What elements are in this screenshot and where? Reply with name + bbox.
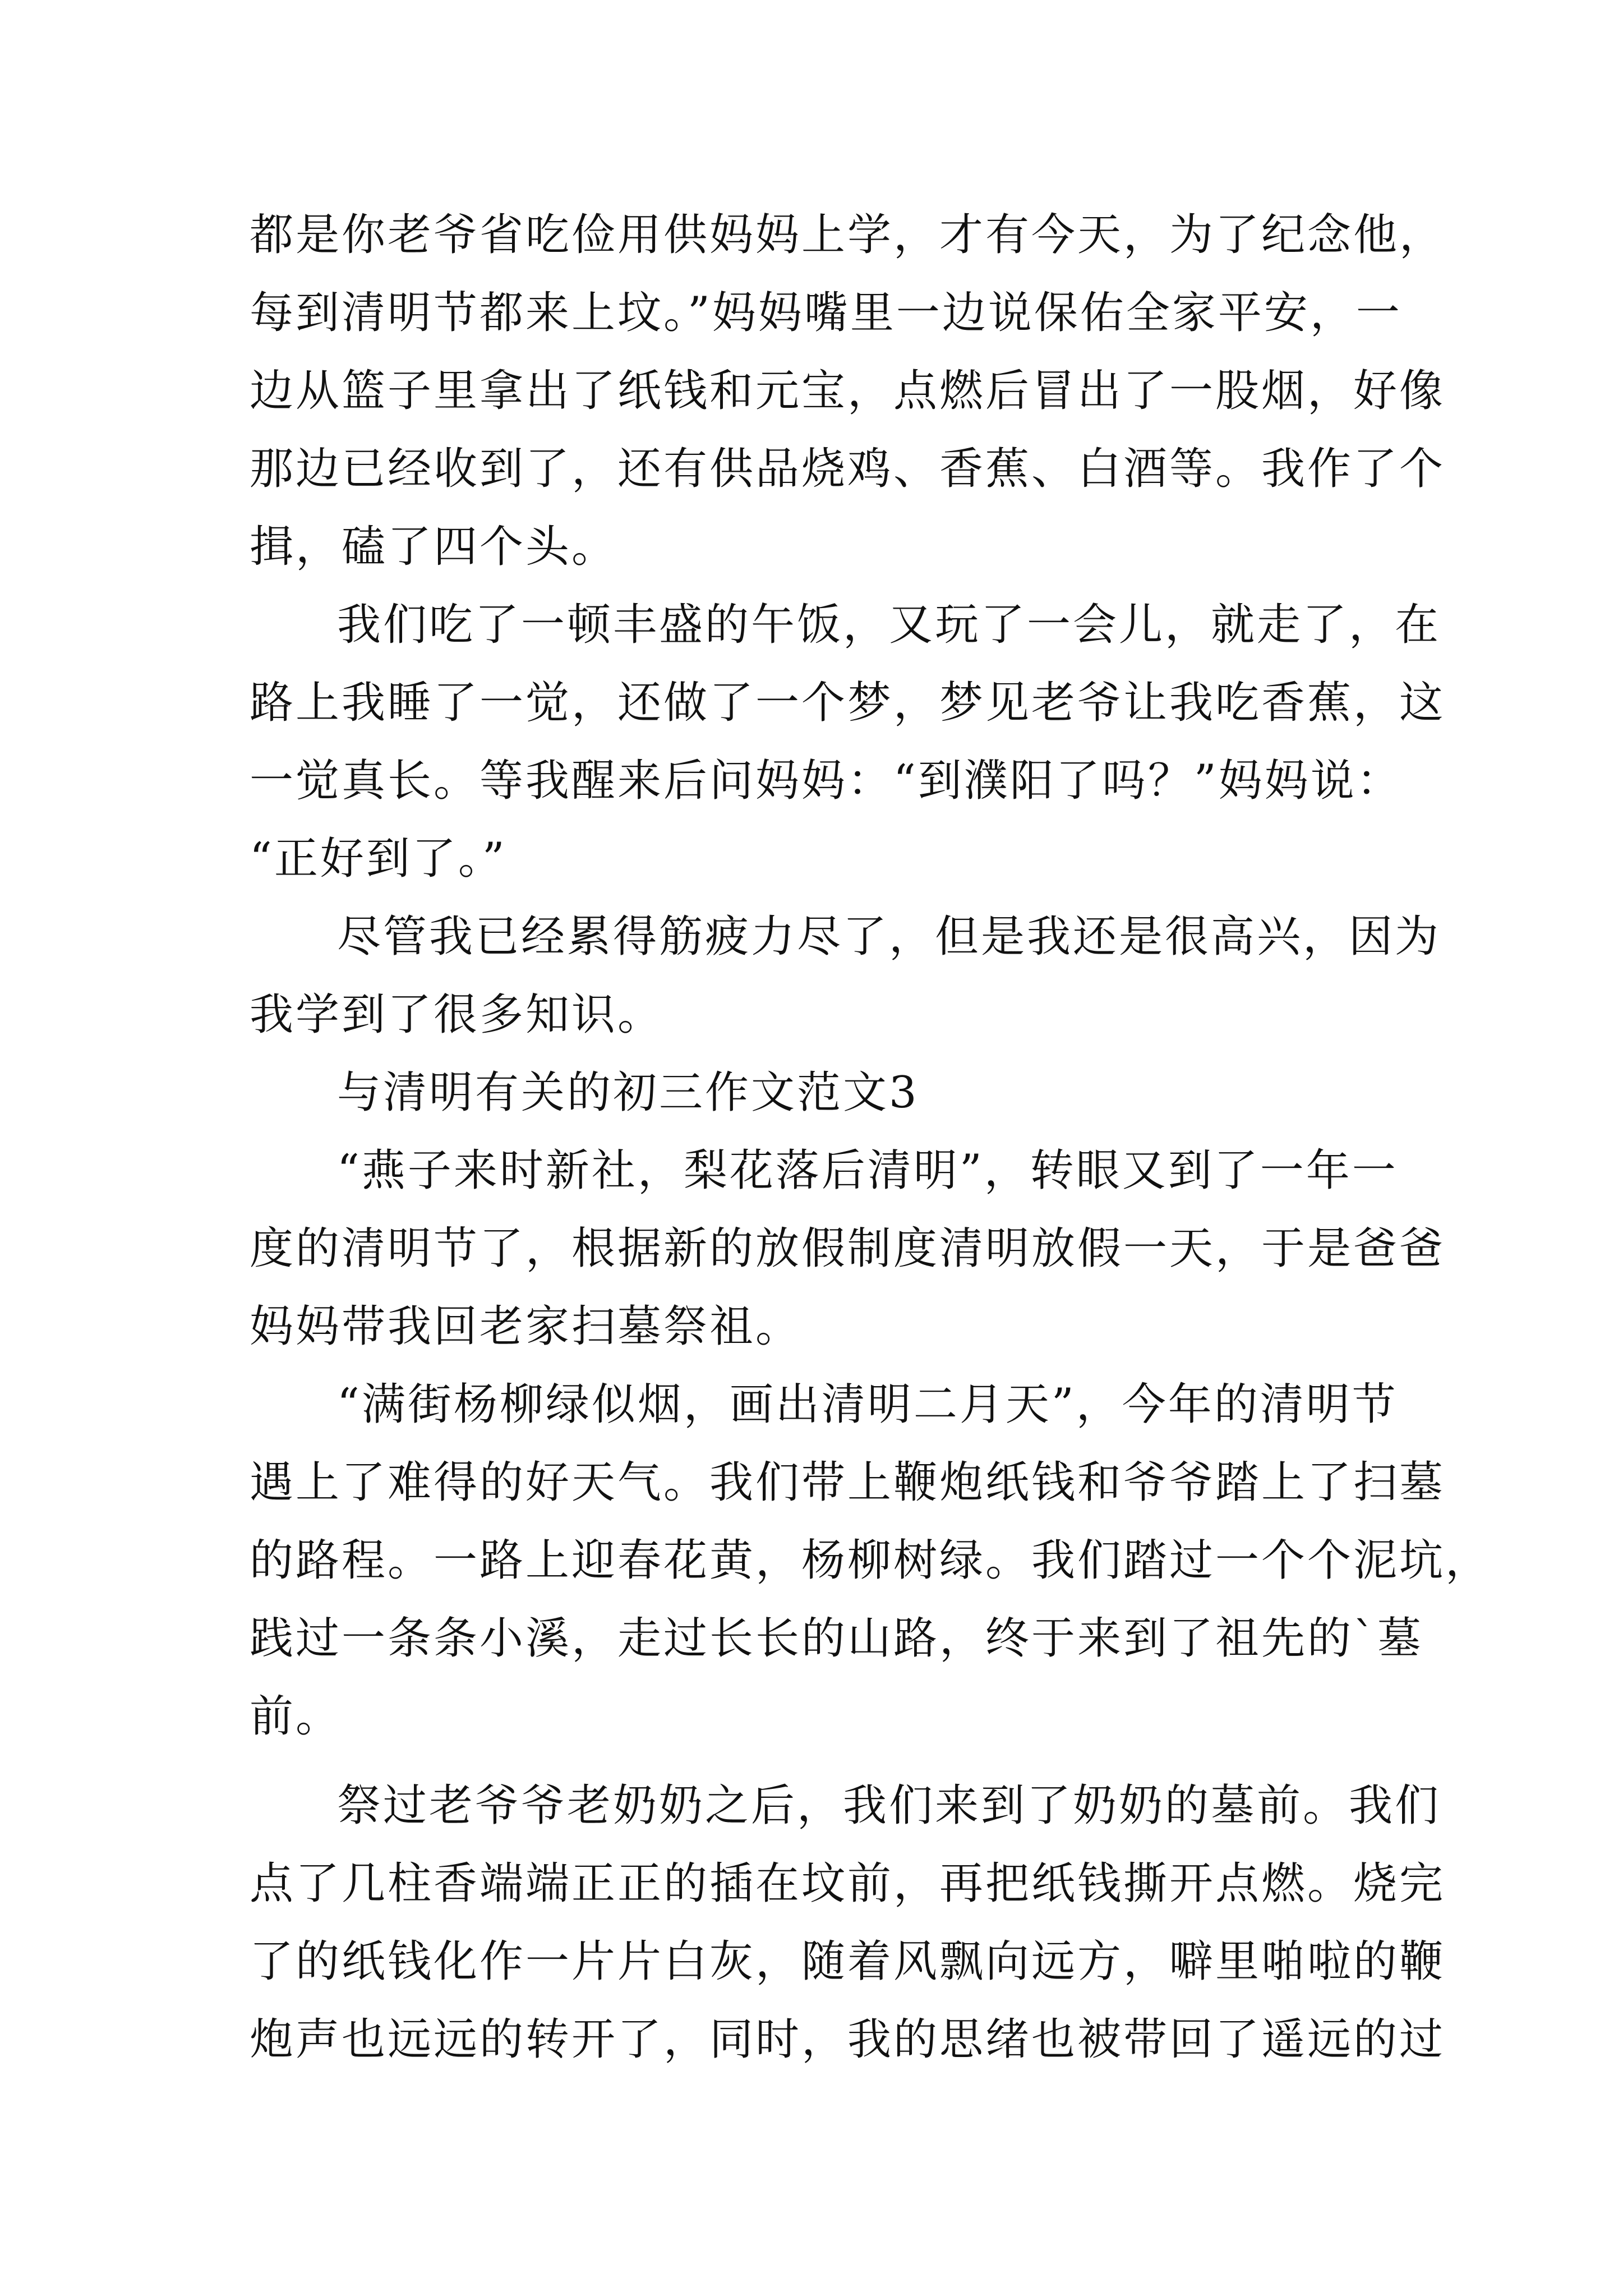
text-line: 妈妈带我回老家扫墓祭祖。 [250, 1301, 802, 1352]
paragraph-start-line: 我们吃了一顿丰盛的午饭，又玩了一会儿，就走了，在 [337, 600, 1441, 650]
text-line: 点了几柱香端端正正的插在坟前，再把纸钱撕开点燃。烧完 [250, 1858, 1446, 1909]
text-line: 了的纸钱化作一片片白灰，随着风飘向远方，噼里啪啦的鞭 [250, 1936, 1446, 1987]
document-body [250, 196, 1492, 2079]
paragraph-start-line: “燕子来时新社，梨花落后清明”，转眼又到了一年一 [337, 1145, 1398, 1196]
text-line: 那边已经收到了，还有供品烧鸡、香蕉、白酒等。我作了个 [250, 444, 1446, 494]
text-line: 边从篮子里拿出了纸钱和元宝，点燃后冒出了一股烟，好像 [250, 366, 1446, 416]
text-line: 前。 [250, 1691, 342, 1742]
paragraph-start-line: “满街杨柳绿似烟，画出清明二月天”，今年的清明节 [337, 1379, 1398, 1430]
text-line: 炮声也远远的转开了，同时，我的思绪也被带回了遥远的过 [250, 2014, 1446, 2065]
text-line: 一觉真长。等我醒来后问妈妈：“到濮阳了吗？”妈妈说： [250, 756, 1403, 806]
paragraph-start-line: 尽管我已经累得筋疲力尽了，但是我还是很高兴，因为 [337, 912, 1441, 962]
text-line: 每到清明节都来上坟。”妈妈嘴里一边说保佑全家平安，一 [250, 288, 1402, 338]
text-line: 践过一条条小溪，走过长长的山路，终于来到了祖先的`墓 [250, 1613, 1424, 1664]
paragraph-start-line: 祭过老爷爷老奶奶之后，我们来到了奶奶的墓前。我们 [337, 1780, 1441, 1831]
paragraph-gap [250, 1756, 1394, 1767]
text-line: 揖，磕了四个头。 [250, 522, 618, 572]
text-line: 的路程。一路上迎春花黄，杨柳树绿。我们踏过一个个泥坑， [250, 1535, 1492, 1586]
text-line: “正好到了。” [250, 834, 507, 884]
text-line: 度的清明节了，根据新的放假制度清明放假一天，于是爸爸 [250, 1223, 1446, 1274]
text-line: 我学到了很多知识。 [250, 990, 664, 1040]
section-heading: 与清明有关的初三作文范文3 [337, 1068, 919, 1118]
text-line: 路上我睡了一觉，还做了一个梦，梦见老爷让我吃香蕉，这 [250, 678, 1446, 728]
text-line: 遇上了难得的好天气。我们带上鞭炮纸钱和爷爷踏上了扫墓 [250, 1457, 1446, 1508]
text-line: 都是你老爷省吃俭用供妈妈上学，才有今天，为了纪念他， [250, 210, 1446, 260]
